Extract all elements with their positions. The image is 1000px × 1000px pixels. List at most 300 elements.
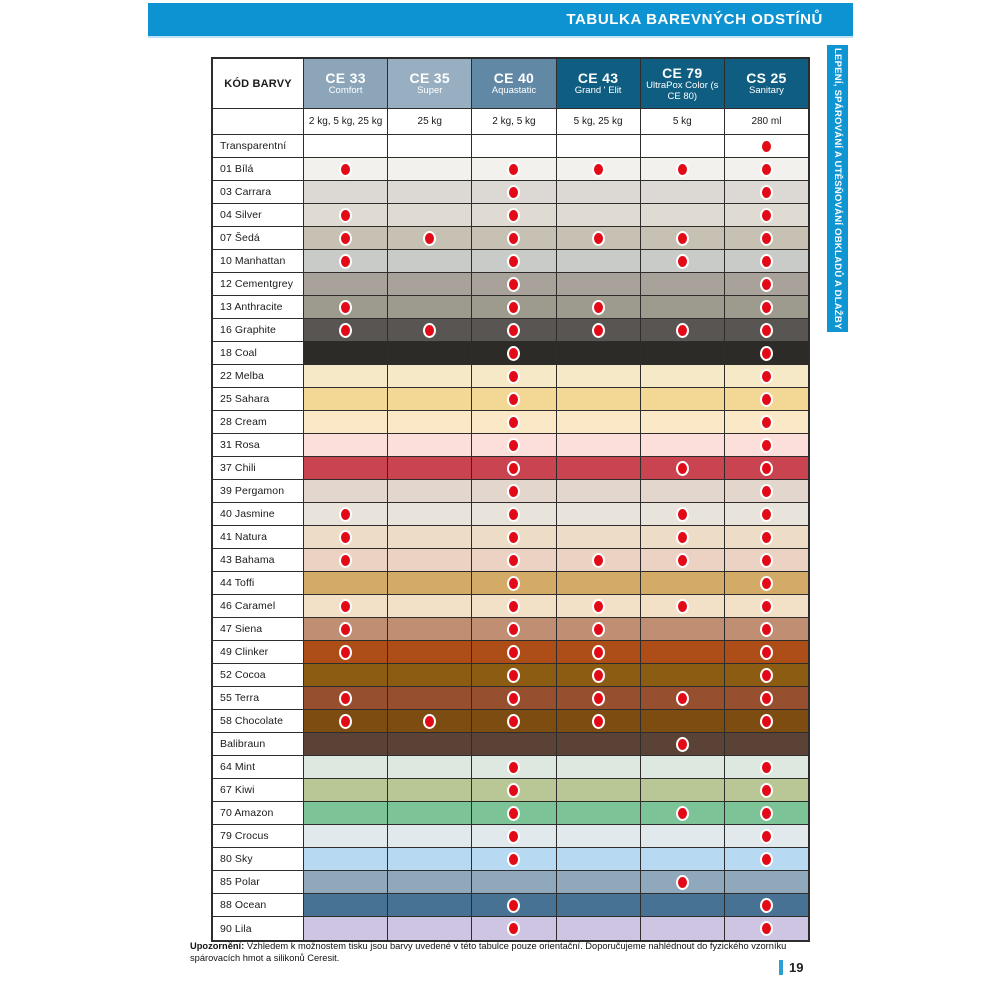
availability-cell [388,894,472,916]
product-header-ce-35 [388,59,472,108]
availability-dot-icon [507,369,520,384]
color-row [213,641,808,664]
availability-dot-icon [507,806,520,821]
availability-cell [388,158,472,180]
availability-cell [388,296,472,318]
availability-dot-icon [760,300,773,315]
availability-cell [641,871,725,893]
availability-dot-icon [592,323,605,338]
availability-dot-icon [507,277,520,292]
availability-dot-icon [339,691,352,706]
color-row [213,894,808,917]
color-row [213,388,808,411]
section-side-tab-label: LEPENÍ, SPÁROVÁNÍ A UTĚSŇOVÁNÍ OBKLADŮ A DLAŽBY [832,47,843,330]
availability-cell [725,273,808,295]
availability-cell [388,756,472,778]
availability-cell [641,572,725,594]
package-size-cell: 25 kg [388,109,472,134]
availability-cell [641,549,725,571]
row-label: 25 Sahara [213,388,304,410]
availability-cell [725,342,808,364]
availability-cell [304,480,388,502]
availability-cell [388,825,472,847]
availability-cell [472,710,556,732]
availability-cell [557,549,641,571]
product-name: Aquastatic [491,85,537,97]
color-row [213,480,808,503]
row-label: 55 Terra [213,687,304,709]
availability-dot-icon [760,921,773,936]
availability-cell [304,204,388,226]
availability-dot-icon [676,530,689,545]
availability-cell [725,457,808,479]
color-row [213,825,808,848]
availability-dot-icon [676,461,689,476]
availability-cell [725,687,808,709]
package-size-cell: 5 kg [641,109,725,134]
availability-dot-icon [760,852,773,867]
availability-dot-icon [760,208,773,223]
availability-dot-icon [592,622,605,637]
availability-cell [472,503,556,525]
availability-dot-icon [592,162,605,177]
package-size-cell: 2 kg, 5 kg [472,109,556,134]
availability-cell [304,388,388,410]
availability-cell [388,227,472,249]
row-label: 40 Jasmine [213,503,304,525]
availability-dot-icon [676,553,689,568]
availability-dot-icon [760,714,773,729]
color-row [213,342,808,365]
availability-dot-icon [592,599,605,614]
availability-dot-icon [760,507,773,522]
color-row [213,227,808,250]
availability-dot-icon [676,254,689,269]
availability-cell [472,756,556,778]
availability-cell [641,526,725,548]
availability-cell [472,480,556,502]
availability-cell [725,894,808,916]
row-label: 01 Bílá [213,158,304,180]
color-row [213,319,808,342]
availability-cell [641,227,725,249]
availability-dot-icon [760,484,773,499]
availability-dot-icon [760,323,773,338]
availability-cell [725,779,808,801]
availability-cell [472,664,556,686]
availability-cell [641,342,725,364]
availability-cell [557,802,641,824]
availability-cell [557,480,641,502]
availability-dot-icon [507,898,520,913]
availability-cell [557,871,641,893]
availability-cell [388,250,472,272]
section-side-tab [827,45,848,332]
availability-dot-icon [423,231,436,246]
availability-cell [725,227,808,249]
product-code: CS 25 [746,69,787,86]
availability-cell [388,549,472,571]
availability-cell [388,710,472,732]
availability-cell [641,365,725,387]
product-header-ce-79 [641,59,725,108]
availability-dot-icon [676,737,689,752]
row-label: 13 Anthracite [213,296,304,318]
product-name: Grand ' Elit [574,85,622,97]
color-row [213,572,808,595]
availability-cell [472,135,556,157]
color-row [213,250,808,273]
availability-dot-icon [507,530,520,545]
availability-cell [388,365,472,387]
availability-dot-icon [592,714,605,729]
availability-dot-icon [339,553,352,568]
color-row [213,296,808,319]
availability-cell [388,917,472,940]
availability-cell [557,204,641,226]
availability-dot-icon [760,415,773,430]
availability-cell [557,572,641,594]
availability-cell [557,227,641,249]
availability-cell [388,434,472,456]
availability-cell [557,664,641,686]
availability-cell [641,641,725,663]
package-size-row [213,109,808,135]
product-code: CE 33 [325,69,366,86]
page-number-accent-bar [779,960,783,975]
availability-cell [388,664,472,686]
availability-cell [304,871,388,893]
availability-dot-icon [760,277,773,292]
availability-dot-icon [760,346,773,361]
row-label: 22 Melba [213,365,304,387]
availability-cell [388,388,472,410]
page-header-bar [148,3,853,38]
availability-cell [641,503,725,525]
color-row [213,204,808,227]
availability-dot-icon [760,645,773,660]
availability-cell [557,641,641,663]
footnote-label: Upozornění: [190,941,245,951]
product-name: Super [417,85,443,97]
availability-cell [304,434,388,456]
availability-cell [388,779,472,801]
availability-cell [472,894,556,916]
availability-cell [557,135,641,157]
availability-cell [641,595,725,617]
availability-dot-icon [507,323,520,338]
availability-cell [304,549,388,571]
availability-cell [304,894,388,916]
table-header-row [213,59,808,109]
availability-cell [304,802,388,824]
availability-cell [388,733,472,755]
color-row [213,848,808,871]
availability-dot-icon [676,691,689,706]
availability-cell [725,434,808,456]
availability-dot-icon [760,231,773,246]
availability-dot-icon [676,599,689,614]
availability-cell [304,825,388,847]
availability-cell [725,756,808,778]
availability-cell [472,158,556,180]
availability-dot-icon [760,760,773,775]
availability-dot-icon [507,300,520,315]
availability-dot-icon [760,254,773,269]
availability-cell [725,641,808,663]
availability-dot-icon [339,599,352,614]
availability-cell [725,204,808,226]
availability-cell [472,388,556,410]
availability-dot-icon [339,254,352,269]
availability-cell [725,802,808,824]
availability-cell [725,158,808,180]
availability-dot-icon [592,300,605,315]
availability-cell [304,457,388,479]
availability-cell [304,158,388,180]
availability-cell [304,687,388,709]
availability-cell [641,135,725,157]
availability-cell [641,733,725,755]
availability-cell [388,204,472,226]
product-code: CE 35 [409,69,450,86]
availability-dot-icon [676,162,689,177]
row-label: 04 Silver [213,204,304,226]
availability-cell [304,917,388,940]
availability-cell [725,411,808,433]
row-label: 39 Pergamon [213,480,304,502]
availability-cell [641,618,725,640]
availability-cell [472,526,556,548]
availability-cell [557,273,641,295]
availability-cell [725,549,808,571]
availability-cell [472,227,556,249]
availability-dot-icon [507,254,520,269]
availability-dot-icon [507,553,520,568]
availability-cell [725,664,808,686]
color-row [213,457,808,480]
availability-cell [725,296,808,318]
row-label: Transparentní [213,135,304,157]
package-size-empty-cell [213,109,304,134]
availability-dot-icon [507,645,520,660]
availability-dot-icon [507,507,520,522]
availability-cell [304,595,388,617]
availability-cell [725,503,808,525]
color-row [213,549,808,572]
availability-cell [641,779,725,801]
availability-dot-icon [507,691,520,706]
availability-dot-icon [507,921,520,936]
availability-dot-icon [760,806,773,821]
availability-cell [472,204,556,226]
row-label: 43 Bahama [213,549,304,571]
product-header-ce-33 [304,59,388,108]
availability-dot-icon [507,185,520,200]
availability-cell [388,618,472,640]
availability-dot-icon [592,553,605,568]
availability-cell [304,296,388,318]
availability-dot-icon [676,323,689,338]
package-size-cell: 280 ml [751,116,782,127]
availability-cell [472,434,556,456]
availability-cell [641,802,725,824]
row-label: 41 Natura [213,526,304,548]
availability-cell [725,181,808,203]
availability-cell [388,457,472,479]
availability-cell [641,273,725,295]
availability-cell [557,710,641,732]
availability-dot-icon [592,645,605,660]
row-label: 44 Toffi [213,572,304,594]
availability-cell [388,871,472,893]
availability-cell [304,411,388,433]
availability-cell [641,296,725,318]
row-label: 07 Šedá [213,227,304,249]
availability-cell [641,181,725,203]
color-row [213,871,808,894]
availability-cell [557,411,641,433]
availability-dot-icon [507,415,520,430]
availability-cell [472,641,556,663]
availability-cell [304,181,388,203]
row-label: 90 Lila [213,917,304,940]
availability-dot-icon [507,599,520,614]
color-row [213,779,808,802]
availability-cell [725,135,808,157]
corner-header-cell: KÓD BARVY [213,59,304,108]
availability-cell [725,733,808,755]
availability-dot-icon [592,668,605,683]
row-label: 18 Coal [213,342,304,364]
availability-cell [472,733,556,755]
color-row [213,756,808,779]
availability-dot-icon [507,852,520,867]
availability-cell [304,664,388,686]
availability-cell [557,434,641,456]
availability-cell [472,871,556,893]
availability-cell [472,296,556,318]
row-label: 03 Carrara [213,181,304,203]
availability-cell [304,365,388,387]
availability-cell [725,825,808,847]
availability-dot-icon [760,438,773,453]
availability-dot-icon [676,231,689,246]
availability-cell [472,342,556,364]
availability-dot-icon [760,622,773,637]
availability-cell [557,848,641,870]
availability-cell [641,917,725,940]
product-header-ce-43 [557,59,641,108]
page-number [779,960,803,975]
footnote [190,941,815,964]
color-row [213,411,808,434]
availability-dot-icon [760,369,773,384]
availability-dot-icon [760,691,773,706]
availability-cell [557,526,641,548]
availability-cell [472,572,556,594]
availability-cell [641,158,725,180]
availability-cell [725,480,808,502]
availability-dot-icon [507,760,520,775]
availability-dot-icon [507,484,520,499]
availability-cell [304,756,388,778]
availability-cell [641,894,725,916]
availability-dot-icon [507,231,520,246]
availability-cell [725,572,808,594]
availability-dot-icon [760,668,773,683]
product-name: Comfort [328,85,363,97]
availability-dot-icon [339,645,352,660]
product-code: CE 43 [577,69,619,86]
availability-cell [388,641,472,663]
availability-dot-icon [760,530,773,545]
color-row [213,733,808,756]
availability-cell [725,250,808,272]
availability-dot-icon [339,300,352,315]
availability-cell [641,319,725,341]
availability-cell [304,319,388,341]
availability-cell [725,710,808,732]
availability-cell [388,802,472,824]
availability-cell [725,595,808,617]
availability-cell [304,135,388,157]
availability-cell [641,687,725,709]
availability-dot-icon [339,622,352,637]
availability-cell [304,273,388,295]
availability-dot-icon [339,323,352,338]
availability-cell [304,710,388,732]
availability-cell [557,687,641,709]
row-label: 49 Clinker [213,641,304,663]
availability-dot-icon [507,829,520,844]
availability-cell [388,342,472,364]
availability-cell [472,250,556,272]
color-shade-table [211,57,810,942]
row-label: 37 Chili [213,457,304,479]
availability-cell [725,526,808,548]
color-row [213,158,808,181]
availability-cell [725,917,808,940]
availability-cell [641,434,725,456]
availability-cell [557,319,641,341]
availability-dot-icon [339,530,352,545]
product-header-ce-40 [472,59,556,108]
availability-cell [472,365,556,387]
availability-dot-icon [676,507,689,522]
availability-cell [304,227,388,249]
availability-dot-icon [507,346,520,361]
availability-cell [388,572,472,594]
availability-dot-icon [760,599,773,614]
row-label: 64 Mint [213,756,304,778]
color-row [213,135,808,158]
color-row [213,181,808,204]
availability-dot-icon [507,714,520,729]
package-size-cell: 5 kg, 25 kg [557,109,641,134]
row-label: 31 Rosa [213,434,304,456]
availability-cell [304,641,388,663]
color-row [213,618,808,641]
availability-cell [557,457,641,479]
availability-cell [641,848,725,870]
availability-cell [557,342,641,364]
color-row [213,595,808,618]
availability-cell [641,664,725,686]
availability-cell [641,204,725,226]
availability-dot-icon [760,783,773,798]
availability-dot-icon [760,576,773,591]
